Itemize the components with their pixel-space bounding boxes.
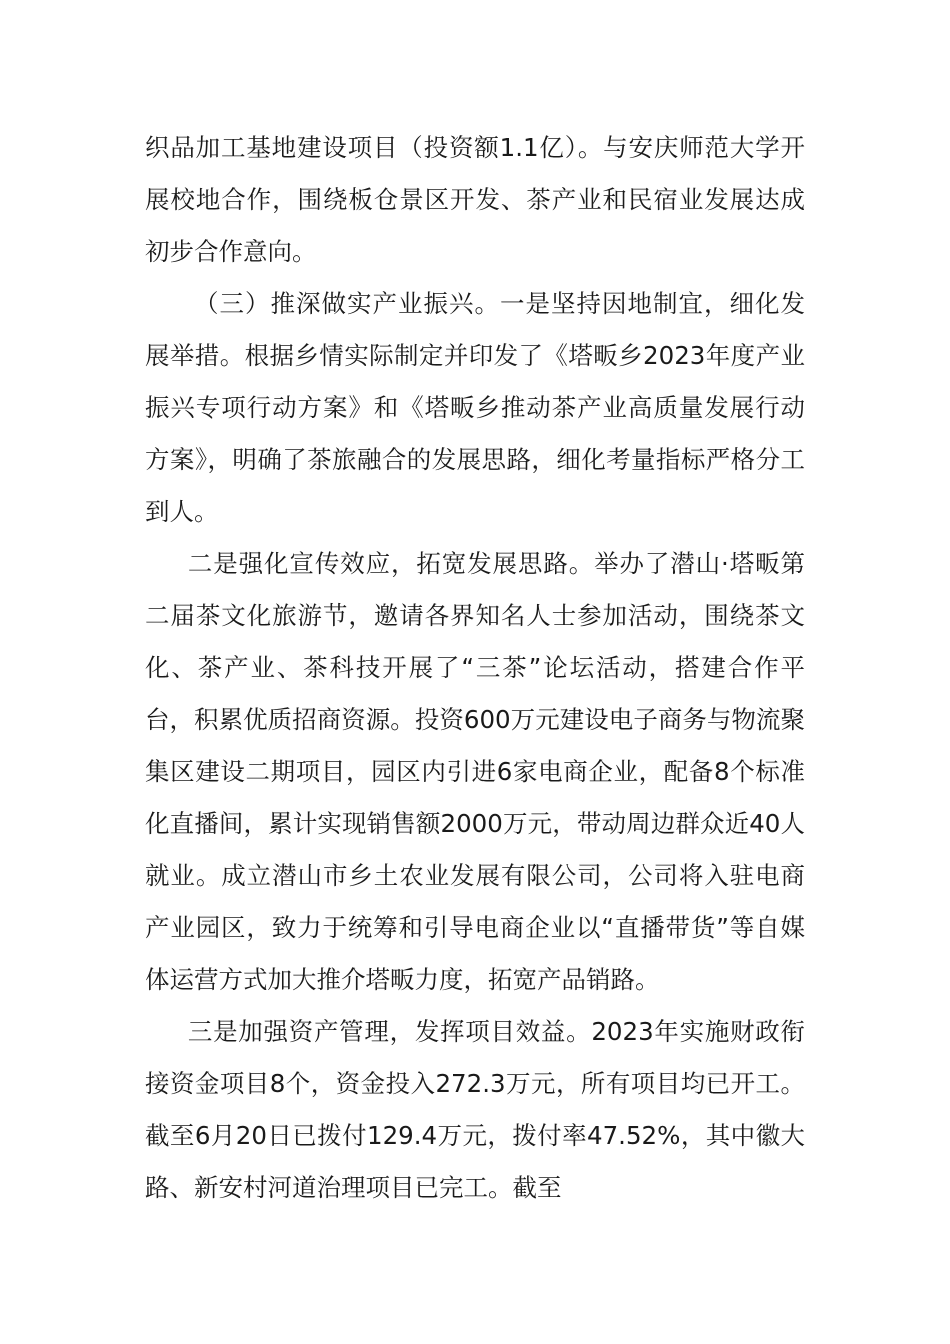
paragraph-asset-management: 三是加强资产管理，发挥项目效益。2023年实施财政衔接资金项目8个，资金投入272.3万元，所有项目均已开工。截至6月20日已拨付129.4万元，拨付率47.52%，其中徽大路、新安村河道治理项目已完工。截至 [145, 1017, 805, 1202]
paragraph-publicity: 二是强化宣传效应，拓宽发展思路。举办了潜山·塔畈第二届茶文化旅游节，邀请各界知名人士参加活动，围绕茶文化、茶产业、茶科技开展了“三茶”论坛活动，搭建合作平台，积累优质招商资源。投资600万元建设电子商务与物流聚集区建设二期项目，园区内引进6家电商企业，配备8个标准化直播间，累计实现销售额2000万元，带动周边群众近40人就业。成立潜山市乡土农业发展有限公司，公司将入驻电商产业园区，致力于统筹和引导电商企业以“直播带货”等自媒体运营方式加大推介塔畈力度，拓宽产品销路。 [145, 549, 805, 994]
paragraph-section-three: （三）推深做实产业振兴。一是坚持因地制宜，细化发展举措。根据乡情实际制定并印发了《塔畈乡2023年度产业振兴专项行动方案》和《塔畈乡推动茶产业高质量发展行动方案》，明确了茶旅融合的发展思路，细化考量指标严格分工到人。 [145, 289, 805, 526]
document-body [145, 122, 805, 1214]
paragraph-continuation: 织品加工基地建设项目（投资额1.1亿）。与安庆师范大学开展校地合作，围绕板仓景区开发、茶产业和民宿业发展达成初步合作意向。 [145, 133, 805, 266]
